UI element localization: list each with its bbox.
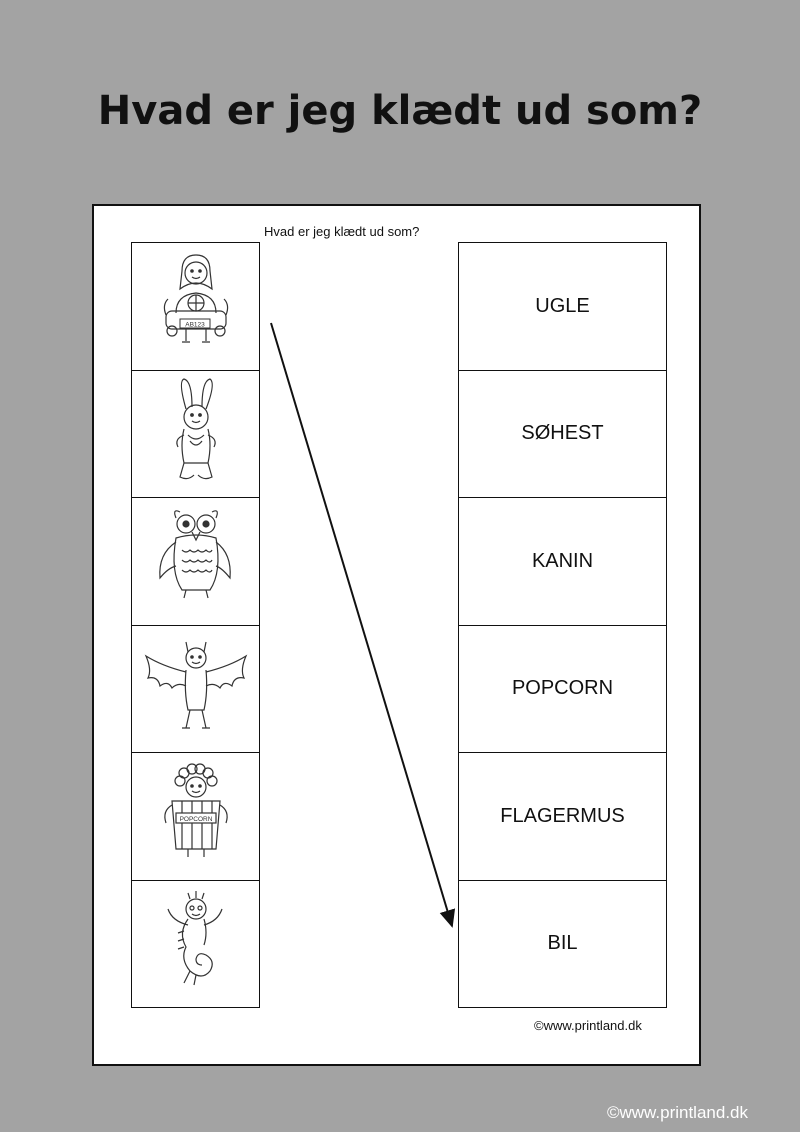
worksheet-title: Hvad er jeg klædt ud som? <box>264 224 420 239</box>
page-copyright: ©www.printland.dk <box>606 1103 748 1122</box>
word-cell-4[interactable]: POPCORN <box>458 625 667 754</box>
page-title: Hvad er jeg klædt ud som? <box>97 88 703 134</box>
picture-cell-6[interactable] <box>131 880 260 1009</box>
word-cell-2[interactable]: SØHEST <box>458 370 667 499</box>
word-cell-1[interactable]: UGLE <box>458 242 667 371</box>
owl-costume-icon <box>132 498 259 624</box>
word-cell-6[interactable]: BIL <box>458 880 667 1009</box>
worksheet <box>92 204 701 1066</box>
picture-cell-4[interactable] <box>131 625 260 754</box>
bunny-costume-icon <box>132 371 259 497</box>
word-column <box>458 242 667 1008</box>
word-cell-3[interactable]: KANIN <box>458 497 667 626</box>
word-cell-5[interactable]: FLAGERMUS <box>458 752 667 881</box>
popcorn-label-text: POPCORN <box>179 816 213 823</box>
picture-cell-1[interactable] <box>131 242 260 371</box>
picture-column <box>131 242 260 1008</box>
seahorse-costume-icon <box>132 881 259 1007</box>
car-plate-text: AB123 <box>185 321 205 329</box>
picture-cell-5[interactable] <box>131 752 260 881</box>
girl-in-car-costume-icon <box>132 243 259 369</box>
bat-costume-icon <box>132 626 259 752</box>
worksheet-copyright: ©www.printland.dk <box>534 1018 642 1033</box>
picture-cell-2[interactable] <box>131 370 260 499</box>
picture-cell-3[interactable] <box>131 497 260 626</box>
popcorn-costume-icon <box>132 753 259 879</box>
